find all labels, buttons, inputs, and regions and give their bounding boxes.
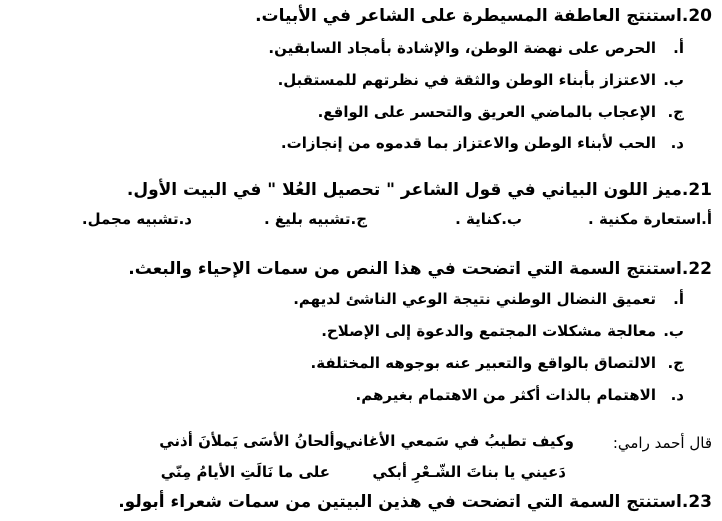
option-letter: ب.	[663, 71, 684, 89]
q20-option-a	[268, 39, 684, 57]
question-number: 21.	[681, 180, 712, 200]
question-text: استنتج العاطفة المسيطرة على الشاعر في الأبيات.	[255, 6, 682, 26]
q20-option-d	[281, 134, 684, 152]
option-text: الإعجاب بالماضي العريق والتحسر على الواقع.	[317, 103, 656, 121]
poem-line-1-first-half: وكيف تطيبُ في سَمعي الأغاني	[342, 432, 574, 450]
poem-line-2-second-half: على ما نَالَتِ الأيامُ مِنّي	[160, 463, 330, 481]
q22-option-b	[321, 322, 684, 340]
option-letter: ب.	[663, 322, 684, 340]
q20-option-c	[318, 103, 684, 121]
option-letter: أ.	[673, 290, 684, 308]
q22-option-d	[356, 386, 684, 404]
question-text: استنتج السمة التي اتضحت في هذين البيتين من سمات شعراء أبولو.	[118, 492, 682, 512]
option-text: الاعتزاز بأبناء الوطن والثقة في نظرتهم للمستقبل.	[277, 71, 656, 89]
q21-option-c: ج.تشبيه بليغ .	[263, 210, 367, 228]
option-text: الحرص على نهضة الوطن، والإشادة بأمجاد السابقين.	[268, 39, 656, 57]
q21-option-b: ب.كناية .	[455, 210, 522, 228]
question-number: 23.	[681, 492, 712, 512]
option-text: الالتصاق بالواقع والتعبير عنه بوجوهه المختلفة.	[310, 354, 656, 372]
option-text: الحب لأبناء الوطن والاعتزاز بما قدموه من إنجازات.	[280, 134, 656, 152]
option-letter: ج.	[667, 354, 684, 372]
q20-option-b	[278, 71, 684, 89]
option-letter: د.	[670, 134, 684, 152]
option-text: معالجة مشكلات المجتمع والدعوة إلى الإصلاح.	[321, 322, 656, 340]
q22-option-c	[311, 354, 684, 372]
poem-line-2-first-half: دَعيني يا بناتَ الشّـعْرِ أبكي	[372, 463, 566, 481]
q21-option-a: أ.استعارة مكنية .	[588, 210, 712, 228]
option-letter: أ.	[673, 39, 684, 57]
question-number: 20.	[681, 6, 712, 26]
q21-option-d: د.تشبيه مجمل.	[81, 210, 192, 228]
option-letter: د.	[670, 386, 684, 404]
q22-option-a	[293, 290, 684, 308]
question-21	[127, 180, 712, 200]
question-text: ميز اللون البياني في قول الشاعر " تحصيل العُلا " في البيت الأول.	[126, 180, 682, 200]
question-20	[255, 6, 712, 26]
question-number: 22.	[681, 259, 712, 279]
question-23	[118, 492, 712, 512]
option-text: تعميق النضال الوطني نتيجة الوعي الناشئ لديهم.	[293, 290, 656, 308]
q21-options-row	[18, 210, 712, 234]
question-22	[128, 259, 712, 279]
poet-intro: قال أحمد رامي:	[612, 434, 712, 452]
option-letter: ج.	[667, 103, 684, 121]
poem-line-1-second-half: وألحانُ الأسَى يَملأنَ أذني	[159, 432, 344, 450]
option-text: الاهتمام بالذات أكثر من الاهتمام بغيرهم.	[355, 386, 656, 404]
question-text: استنتج السمة التي اتضحت في هذا النص من سمات الإحياء والبعث.	[128, 259, 682, 279]
